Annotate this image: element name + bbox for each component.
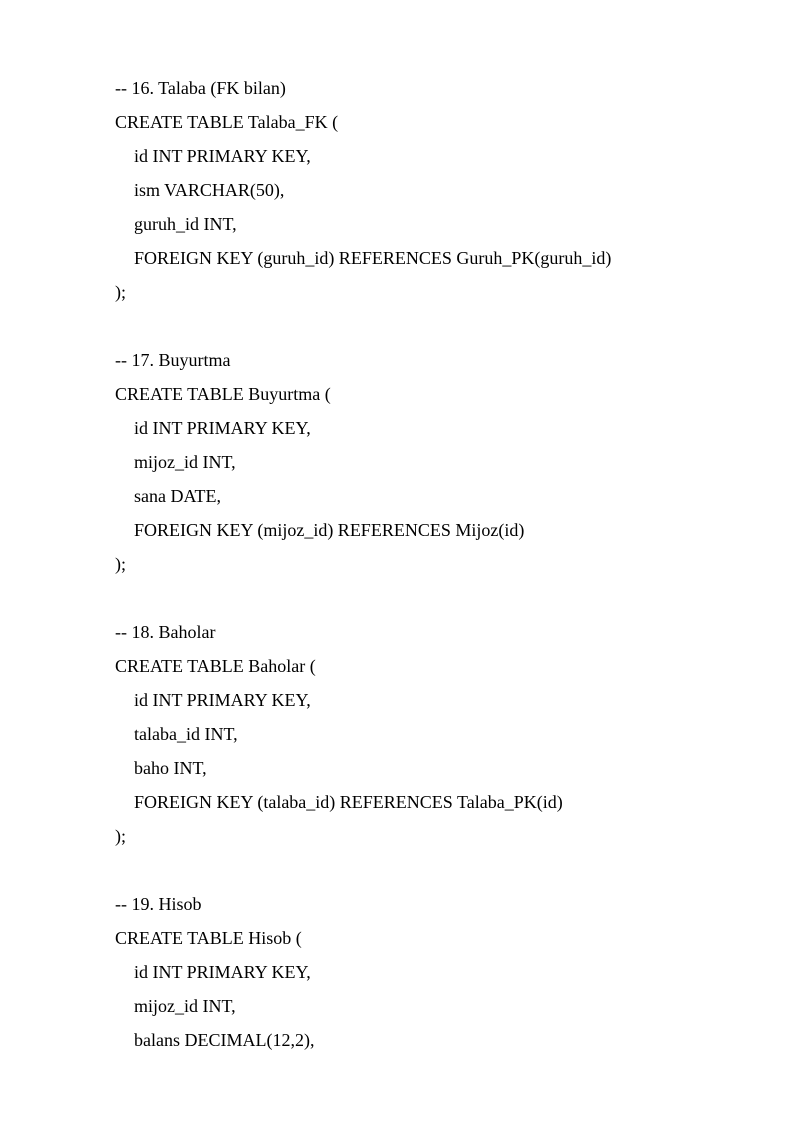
- column-definition: id INT PRIMARY KEY,: [134, 146, 311, 166]
- create-table-statement: CREATE TABLE Baholar (: [115, 656, 316, 676]
- closing-paren: );: [115, 554, 126, 574]
- closing-paren: );: [115, 826, 126, 846]
- blank-line: [115, 312, 775, 346]
- section-comment: -- 16. Talaba (FK bilan): [115, 78, 286, 98]
- column-definition: mijoz_id INT,: [134, 996, 236, 1016]
- section-comment: -- 18. Baholar: [115, 622, 216, 642]
- column-definition: mijoz_id INT,: [134, 452, 236, 472]
- closing-paren: );: [115, 282, 126, 302]
- create-table-statement: CREATE TABLE Buyurtma (: [115, 384, 331, 404]
- column-definition: talaba_id INT,: [134, 724, 238, 744]
- foreign-key-clause: FOREIGN KEY (guruh_id) REFERENCES Guruh_PK(guruh_id): [134, 248, 612, 268]
- blank-line: [115, 856, 775, 890]
- section-comment: -- 19. Hisob: [115, 894, 202, 914]
- column-definition: guruh_id INT,: [134, 214, 237, 234]
- blank-line: [115, 584, 775, 618]
- column-definition: id INT PRIMARY KEY,: [134, 962, 311, 982]
- sql-code-block: [115, 74, 775, 1060]
- create-table-statement: CREATE TABLE Talaba_FK (: [115, 112, 339, 132]
- create-table-statement: CREATE TABLE Hisob (: [115, 928, 302, 948]
- column-definition: id INT PRIMARY KEY,: [134, 690, 311, 710]
- foreign-key-clause: FOREIGN KEY (mijoz_id) REFERENCES Mijoz(id): [134, 520, 525, 540]
- foreign-key-clause: FOREIGN KEY (talaba_id) REFERENCES Talaba_PK(id): [134, 792, 563, 812]
- column-definition: id INT PRIMARY KEY,: [134, 418, 311, 438]
- column-definition: sana DATE,: [134, 486, 221, 506]
- column-definition: balans DECIMAL(12,2),: [134, 1030, 315, 1050]
- column-definition: ism VARCHAR(50),: [134, 180, 285, 200]
- column-definition: baho INT,: [134, 758, 207, 778]
- section-comment: -- 17. Buyurtma: [115, 350, 231, 370]
